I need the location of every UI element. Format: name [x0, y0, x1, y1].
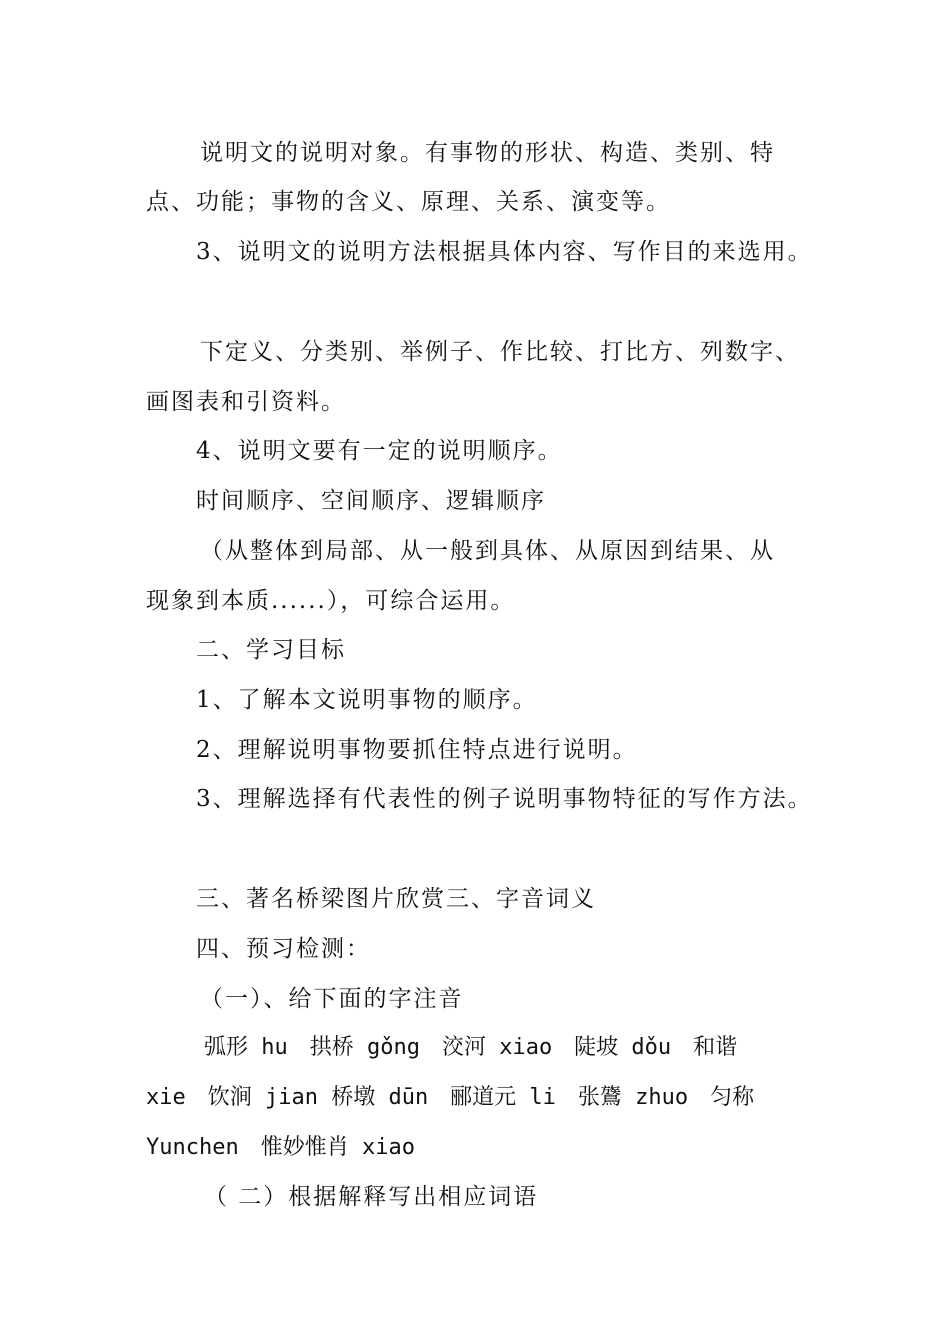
section-heading: 四、预习检测：: [196, 936, 371, 962]
text-line: 4、说明文要有一定的说明顺序。: [196, 438, 563, 464]
pinyin-line: 弧形 hu 拱桥 gǒng 洨河 xiao 陡坡 dǒu 和谐: [204, 1035, 738, 1060]
list-item: 2、理解说明事物要抓住特点进行说明。: [196, 737, 638, 763]
subsection-heading: （ 二）根据解释写出相应词语: [204, 1184, 539, 1210]
text-line: （从整体到局部、从一般到具体、从原因到结果、从: [200, 538, 775, 564]
section-heading: 二、学习目标: [196, 637, 346, 663]
text-line: 时间顺序、空间顺序、逻辑顺序: [196, 488, 546, 514]
pinyin-line: Yunchen 惟妙惟肖 xiao: [146, 1135, 415, 1160]
text-line: 说明文的说明对象。有事物的形状、构造、类别、特: [200, 140, 775, 166]
subsection-heading: （一）、给下面的字注音: [200, 986, 464, 1012]
list-item: 3、理解选择有代表性的例子说明事物特征的写作方法。: [196, 786, 813, 812]
text-line: 点、功能；事物的含义、原理、关系、演变等。: [146, 189, 671, 215]
section-heading: 三、著名桥梁图片欣赏三、字音词义: [196, 886, 596, 912]
text-line: 3、说明文的说明方法根据具体内容、写作目的来选用。: [196, 239, 813, 265]
list-item: 1、了解本文说明事物的顺序。: [196, 687, 538, 713]
text-line: 现象到本质......），可综合运用。: [146, 588, 516, 614]
pinyin-line: xie 饮涧 jian 桥墩 dūn 郦道元 li 张鷟 zhuo 匀称: [146, 1085, 755, 1110]
text-line: 画图表和引资料。: [146, 389, 346, 415]
text-line: 下定义、分类别、举例子、作比较、打比方、列数字、: [200, 339, 800, 365]
